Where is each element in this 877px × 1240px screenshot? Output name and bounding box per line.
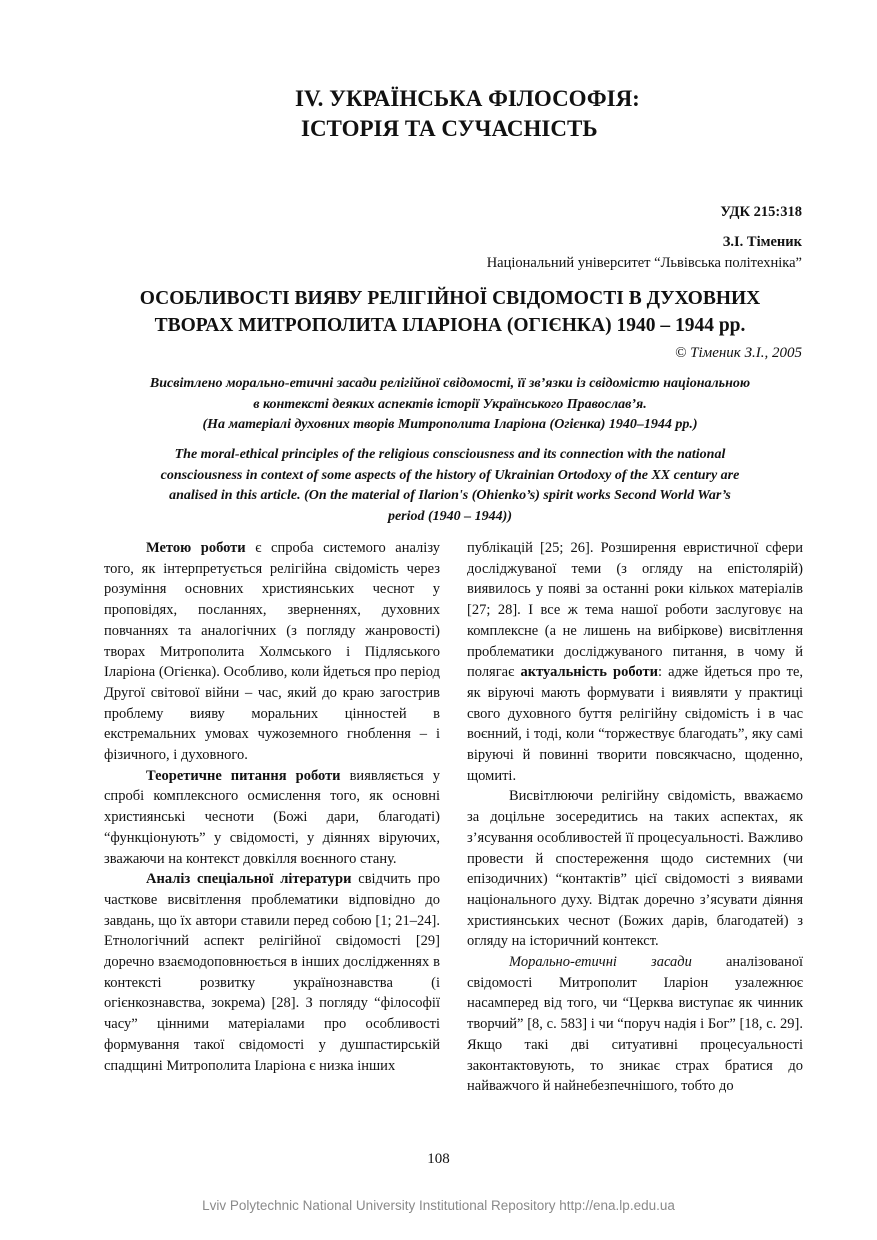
author-name: З.І. Тіменик: [722, 234, 802, 250]
aspects-text: Висвітлюючи релігійну свідомість, вважаємо за доцільне зосередитись на таких аспектах, як з’ясування особливостей її процесуальності. Важливо провести й спостереження щодо системних (чи епізодичних) “контактів” цієї свідомості з виявами національного духу. Відтак доречно з’ясувати діяння християнських чеснот (Божих дарів, благодатей) з огляду на історичний контекст.: [467, 788, 803, 950]
principles-text: аналізованої свідомості Митрополит Іларіон узалежнює насамперед від того, чи “Церква виступає як чинник творчий” [8, с. 583] і чи “поруч надія і Бог” [18, с. 29]. Якщо такі дві ситуативні процесуальності законтактовують, то зникає страх братися до найважчого й найнебезпечнішого, тобто до: [467, 954, 803, 1095]
abstract-uk-line-1: Висвітлено морально-етичні засади релігійної свідомості, її зв’язки із свідомістю національною: [149, 376, 751, 391]
paragraph-theory: [104, 766, 440, 870]
udk-code: УДК 215:318: [720, 204, 802, 220]
principles-heading: Морально-етичні засади: [509, 954, 692, 971]
page-number: 108: [427, 1151, 450, 1167]
repository-footer: Lviv Polytechnic National University Institutional Repository http://ena.lp.edu.ua: [202, 1198, 675, 1213]
paragraph-aspects: [467, 786, 803, 952]
literature-heading: Аналіз спеціальної літератури: [146, 871, 352, 888]
section-title-line-2: ІСТОРІЯ ТА СУЧАСНІСТЬ: [301, 116, 598, 141]
section-title: [295, 84, 715, 144]
theory-heading: Теоретичне питання роботи: [146, 767, 341, 784]
aim-text: є спроба системого аналізу того, як інтерпретується релігійна свідомість через розуміння основних християнських чеснот у проповідях, посланнях, зверненнях, духовних повчаннях та аналогічних (з погляду жанровості) творах Митрополита Холмського і Підляського Іларіона (Огієнка). Особливо, коли йдеться про період Другої світової війни – час, який до краю загострив проблему вияву моральних цінностей в екстремальних умовах чужоземного гноблення – і фізичного, і духовного.: [104, 540, 440, 764]
relevance-text-a: публікацій [25; 26]. Розширення евристичної сфери досліджуваної теми (з огляду на епістолярій) виявилось у появі за останні роки кількох матеріалів [27; 28]. І все ж тема нашої роботи заслуговує на комплексне (а не лишень на вибіркове) висвітлення проблематики досліджуваного питання, в чому й полягає: [467, 540, 803, 681]
paper-title-line-2: ТВОРАХ МИТРОПОЛИТА ІЛАРІОНА (ОГІЄНКА) 1940 – 1944 рр.: [154, 315, 746, 336]
aim-heading: Метою роботи: [146, 540, 246, 556]
paragraph-relevance: [467, 538, 803, 786]
paragraph-principles: [467, 952, 803, 1097]
abstract-uk-line-3: (На матеріалі духовних творів Митрополита Іларіона (Огієнка) 1940–1944 рр.): [202, 417, 698, 432]
abstract-en-line-2: consciousness in context of some aspects of the history of Ukrainian Ortodoxy of the XX century are: [160, 467, 740, 483]
abstract-en-line-1: The moral-ethical principles of the religious consciousness and its connection with the national: [174, 447, 726, 462]
abstract-ukrainian: [100, 374, 800, 436]
body-column-right: [467, 538, 803, 1097]
paper-title-line-1: ОСОБЛИВОСТІ ВИЯВУ РЕЛІГІЙНОЇ СВІДОМОСТІ В ДУХОВНИХ: [139, 288, 761, 309]
section-title-line-1: IV. УКРАЇНСЬКА ФІЛОСОФІЯ:: [295, 86, 640, 111]
copyright-notice: © Тіменик З.І., 2005: [674, 345, 802, 361]
abstract-en-line-4: period (1940 – 1944)): [387, 508, 513, 524]
relevance-text-b: : адже йдеться про те, як віруючі мають формувати і виявляти у практиці свого духовного буття релігійну свідомість і в час воєнний, і тоді, коли “торжествує благодать”, яку самі віруючі й повинні творити повсякчасно, щоденно, щомиті.: [467, 664, 804, 784]
literature-text: свідчить про часткове висвітлення проблематики відповідно до завдань, що їх автори ставили перед собою [1; 21–24]. Етнологічний аспект релігійної свідомості [29] доречно взаємодоповнюється в інших дослідженнях в контексті розвитку українознавства (і огієнкознавства, зокрема) [28]. З погляду “філософії часу” цінними матеріалами про особливості формування такої свідомості у душпастирській спадщині Митрополита Іларіона є низка інших: [104, 871, 440, 1074]
relevance-heading: актуальність роботи: [520, 664, 658, 681]
abstract-english: [100, 445, 800, 527]
body-column-left: [104, 538, 440, 1076]
paragraph-aim: [104, 538, 440, 766]
abstract-en-line-3: analised in this article. (On the material of Ilarion's (Ohienko’s) spirit works Second World War’s: [169, 488, 731, 503]
abstract-uk-line-2: в контексті деяких аспектів історії Українського Православ’я.: [253, 396, 647, 412]
paragraph-literature: [104, 869, 440, 1076]
author-affiliation: Національний університет “Львівська політехніка”: [486, 255, 802, 271]
paper-title: [95, 285, 805, 339]
theory-text: виявляється у спробі комплексного осмислення того, як основні християнські чесноти (Божі дари, благодаті) “функціонують” у свідомості, у діяннях віруючих, зважаючи на контекст довкілля воєнного стану.: [104, 767, 440, 867]
